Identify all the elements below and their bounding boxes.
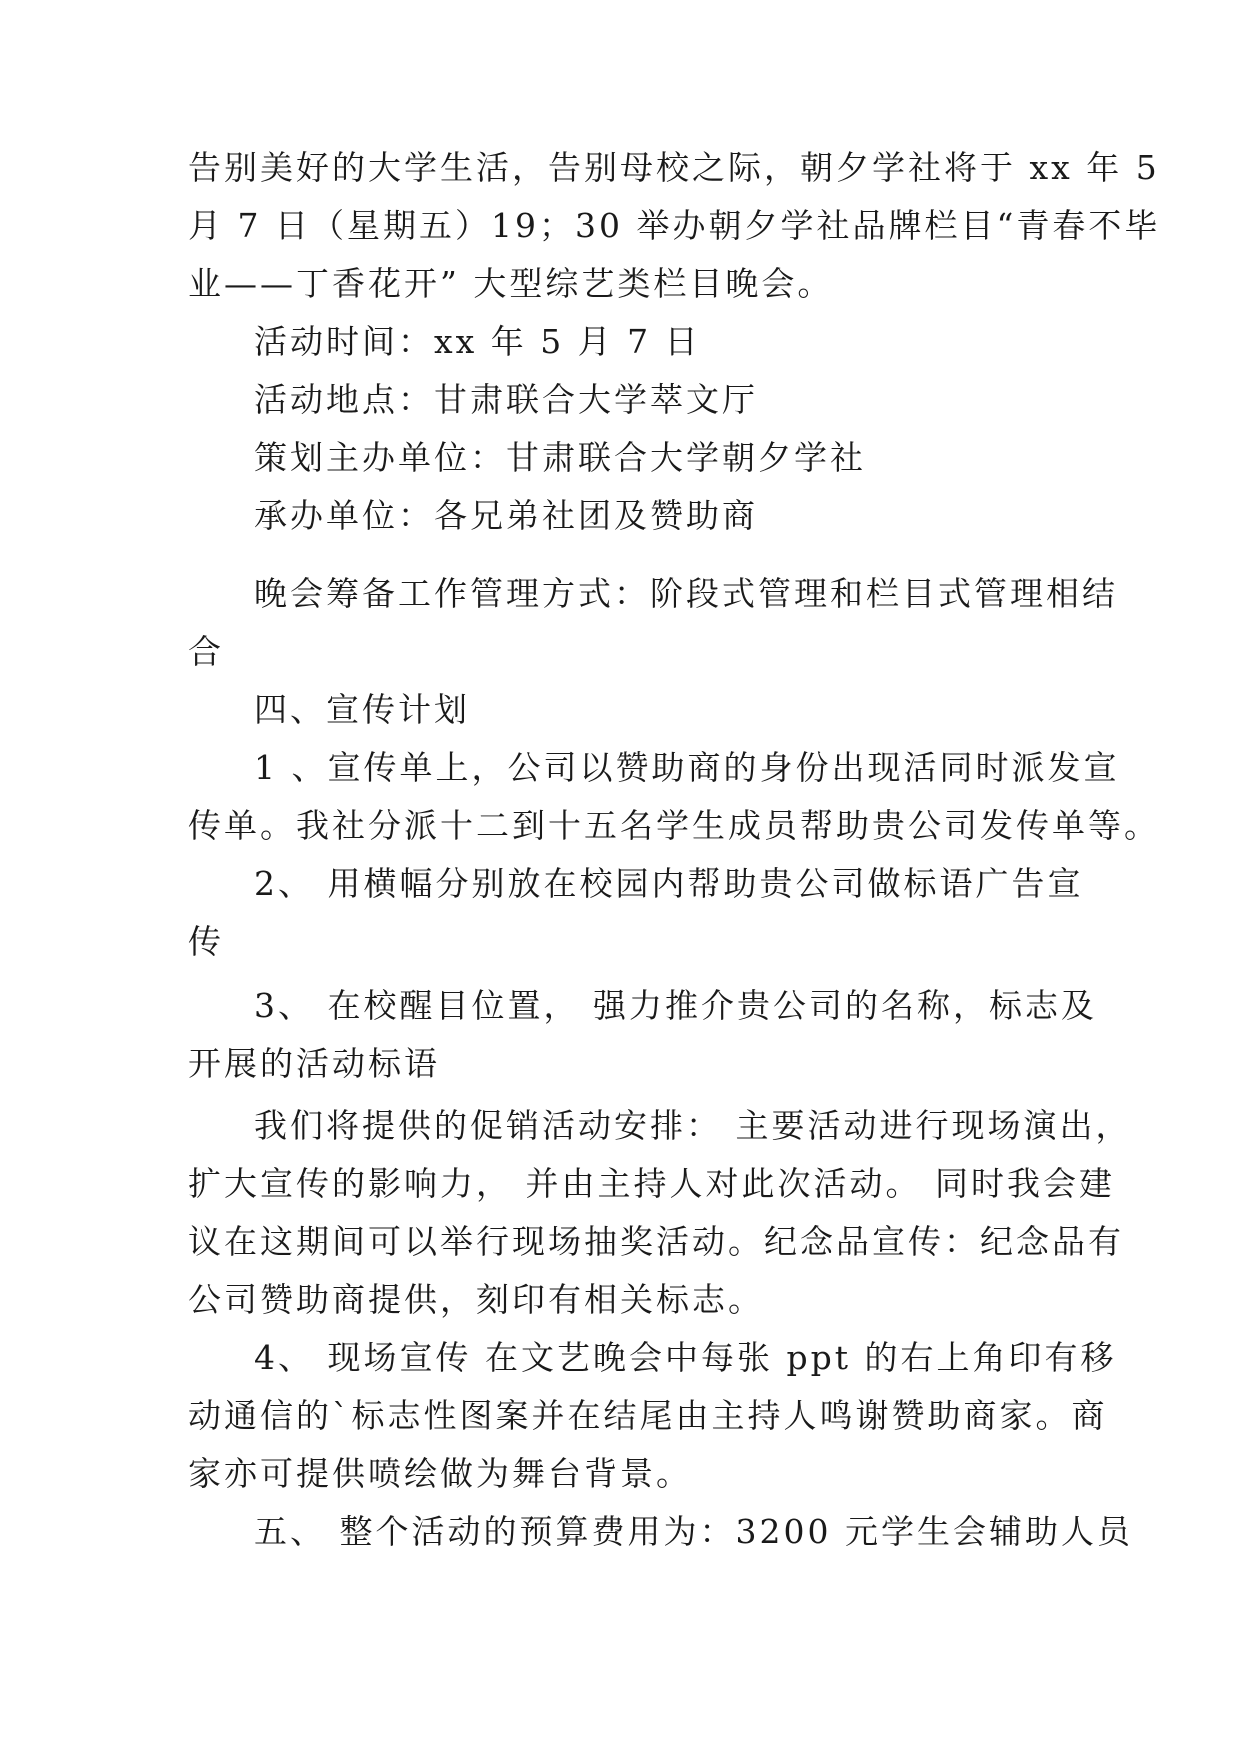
text-line: 扩大宣传的影响力， 并由主持人对此次活动。 同时我会建 xyxy=(188,1164,1115,1203)
text-line: 月 7 日（星期五）19；30 举办朝夕学社品牌栏目“青春不毕 xyxy=(188,206,1161,245)
text-line: 策划主办单位：甘肃联合大学朝夕学社 xyxy=(254,438,866,477)
text-line: 传 xyxy=(188,922,224,961)
text-line: 我们将提供的促销活动安排： 主要活动进行现场演出， xyxy=(254,1106,1132,1145)
text-line: 活动地点：甘肃联合大学萃文厅 xyxy=(254,380,758,419)
text-line: 晚会筹备工作管理方式：阶段式管理和栏目式管理相结 xyxy=(254,574,1118,613)
text-line: 活动时间：xx 年 5 月 7 日 xyxy=(254,322,701,361)
text-line: 承办单位：各兄弟社团及赞助商 xyxy=(254,496,758,535)
text-line: 合 xyxy=(188,632,224,671)
text-line: 家亦可提供喷绘做为舞台背景。 xyxy=(188,1454,692,1493)
text-line: 2、 用横幅分别放在校园内帮助贵公司做标语广告宣 xyxy=(254,864,1084,903)
text-line: 传单。我社分派十二到十五名学生成员帮助贵公司发传单等。 xyxy=(188,806,1160,845)
text-line: 3、 在校醒目位置， 强力推介贵公司的名称，标志及 xyxy=(254,986,1097,1025)
section-heading: 四、宣传计划 xyxy=(254,690,470,729)
text-line: 业——丁香花开” 大型综艺类栏目晚会。 xyxy=(188,264,834,303)
text-line: 议在这期间可以举行现场抽奖活动。纪念品宣传：纪念品有 xyxy=(188,1222,1124,1261)
section-heading: 五、 整个活动的预算费用为：3200 元学生会辅助人员 xyxy=(254,1512,1133,1551)
text-line: 公司赞助商提供，刻印有相关标志。 xyxy=(188,1280,764,1319)
text-line: 动通信的`标志性图案并在结尾由主持人鸣谢赞助商家。商 xyxy=(188,1396,1108,1435)
text-line: 1 、宣传单上，公司以赞助商的身份出现活同时派发宣 xyxy=(254,748,1120,787)
text-line: 告别美好的大学生活，告别母校之际，朝夕学社将于 xx 年 5 xyxy=(188,148,1160,187)
text-line: 4、 现场宣传 在文艺晚会中每张 ppt 的右上角印有移 xyxy=(254,1338,1117,1377)
text-line: 开展的活动标语 xyxy=(188,1044,440,1083)
